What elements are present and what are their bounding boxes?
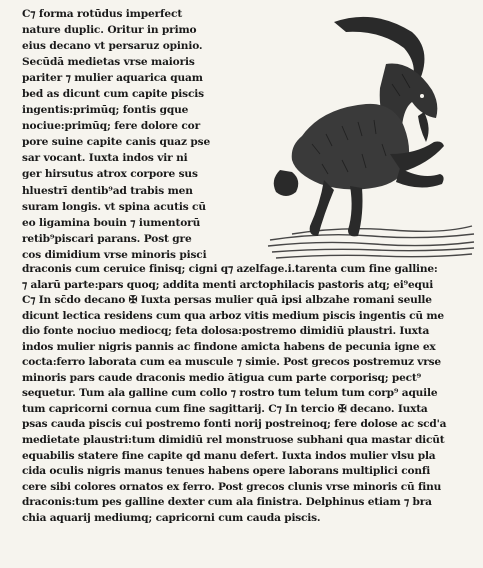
full-line: C⁊ In sc̄do decano ✠ Iuxta persas mulier quā ipsi albzahe romani seulle bbox=[22, 294, 432, 307]
full-line: ⁊ alarū parte:pars quoq; addita menti arctophilacis pastoris atq; ei⁹equi bbox=[22, 278, 434, 291]
full-line: tum capricorni cornua cum fine sagittarij. C⁊ In tercio ✠ decano. Iuxta bbox=[22, 402, 428, 415]
column-line: cos dimidium vrse minoris pisci bbox=[22, 248, 207, 261]
full-line: equabilis statere fine capite qd manu defert. Iuxta indos mulier vlsu pla bbox=[22, 449, 436, 462]
full-line: draconis cum ceruice finisq; cigni q⁊ azelfage.i.tarenta cum fine galline: bbox=[22, 263, 438, 275]
column-line: eius decano vt persaruz opinio. bbox=[22, 40, 203, 53]
full-line: psas cauda piscis cui postremo fonti norij postreinoq; fere dolose ac scd'a bbox=[22, 418, 447, 431]
column-text-block bbox=[22, 6, 274, 263]
full-line: draconis:tum pes galline dexter cum ala finistra. Delphinus etiam ⁊ bra bbox=[22, 496, 432, 509]
full-line: cida oculis nigris manus tenues habens opere laborans multiplici confi bbox=[22, 465, 431, 478]
full-line: minoris pars caude draconis medio ātigua cum parte corporisq; pect⁹ bbox=[22, 371, 422, 384]
full-line: cere sibi colores ornatos ex ferro. Post grecos clunis vrse minoris cū finu bbox=[22, 480, 442, 493]
full-line: indos mulier nigris pannis ac findone amicta habens de pecunia igne ex bbox=[22, 340, 436, 353]
column-line: sar vocant. Iuxta indos vir ni bbox=[22, 152, 188, 165]
full-line: dicunt lectica residens cum qua arboz vitis medium piscis ingentis cū me bbox=[22, 309, 444, 322]
full-line: dio fonte nociuo mediocq; feta dolosa:postremo dimidiū plaustri. Iuxta bbox=[22, 325, 430, 338]
full-line: sequetur. Tum ala galline cum collo ⁊ rostro tum telum tum corp⁹ aquile bbox=[22, 387, 438, 400]
full-line: chia aquarij mediumq; capricorni cum cauda piscis. bbox=[22, 511, 321, 524]
column-line: ingentis:primūq; fontis gque bbox=[22, 104, 189, 117]
full-width-text-block bbox=[22, 262, 472, 526]
column-line: suram longis. vt spina acutis cū bbox=[22, 200, 206, 213]
column-line: pore suine capite canis quaz pse bbox=[22, 136, 211, 149]
column-line: retib⁹piscari parans. Post gre bbox=[22, 232, 192, 245]
capricorn-goat-woodcut-icon bbox=[262, 4, 476, 262]
column-line: eo ligamina bouin ⁊ iumentorū bbox=[22, 216, 201, 229]
column-line: pariter ⁊ mulier aquarica quam bbox=[22, 72, 203, 85]
column-line: nature duplic. Oritur in primo bbox=[22, 24, 197, 37]
column-line: hluestrī dentib⁹ad trabis men bbox=[22, 184, 193, 197]
column-line: C⁊ forma rotūdus imperfect bbox=[22, 8, 183, 20]
full-line: medietate plaustri:tum dimidiū rel monstruose subhani qua mastar dicūt bbox=[22, 434, 445, 447]
column-line: bed as dicunt cum capite piscis bbox=[22, 88, 204, 101]
column-line: nociue:primūq; fere dolore cor bbox=[22, 120, 201, 133]
column-line: Secūdā medietas vrse maioris bbox=[22, 56, 195, 69]
full-line: cocta:ferro laborata cum ea muscule ⁊ simie. Post grecos postremuz vrse bbox=[22, 356, 441, 369]
column-line: ger hirsutus atrox corpore sus bbox=[22, 168, 198, 181]
